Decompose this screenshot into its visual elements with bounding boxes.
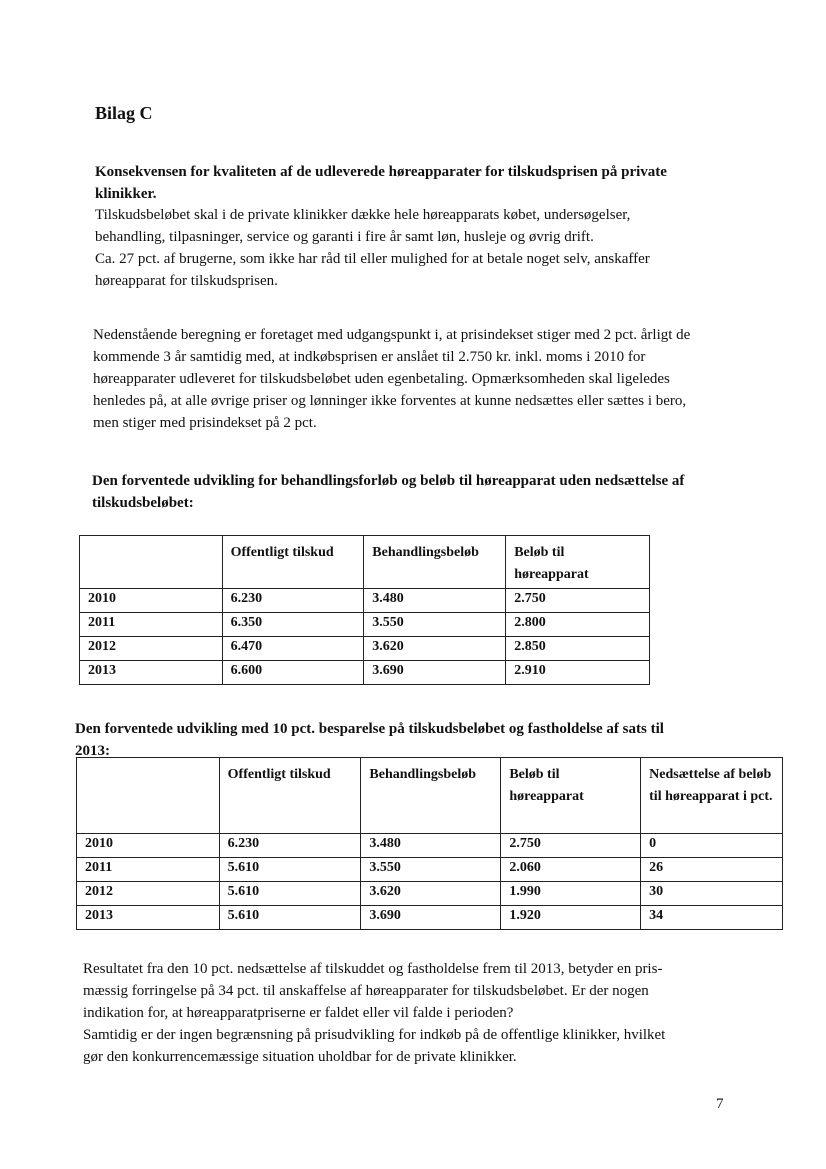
text-line: Resultatet fra den 10 pct. nedsættelse af tilskuddet og fastholdelse frem til 2013, betyder en pris- — [83, 961, 663, 977]
table2-header-row — [77, 758, 783, 834]
text-line: høreapparater udleveret for tilskudsbeløbet uden egenbetaling. Opmærksomheden skal ligeledes — [93, 371, 670, 387]
table-cell: 3.480 — [361, 834, 501, 858]
table-cell: 2012 — [77, 882, 220, 906]
table-cell: 30 — [641, 882, 783, 906]
table-header-cell: Behandlingsbeløb — [364, 536, 506, 589]
table-cell: 2010 — [80, 589, 223, 613]
section2-body — [93, 324, 690, 434]
table2-heading — [75, 718, 664, 762]
table-cell: 5.610 — [219, 882, 361, 906]
table-cell: 2.910 — [506, 661, 650, 685]
table2 — [76, 757, 783, 930]
table1-heading-line: Den forventede udvikling for behandlingsforløb og beløb til høreapparat uden nedsættelse af — [92, 473, 685, 489]
text-line: Ca. 27 pct. af brugerne, som ikke har råd til eller mulighed for at betale noget selv, anskaffer — [95, 251, 650, 267]
table-row — [80, 589, 650, 613]
table-cell: 2.800 — [506, 613, 650, 637]
table2-heading-line: Den forventede udvikling med 10 pct. besparelse på tilskudsbeløbet og fastholdelse af sats til — [75, 721, 664, 737]
table1-heading-line: tilskudsbeløbet: — [92, 495, 194, 511]
table-cell: 3.480 — [364, 589, 506, 613]
table-cell: 3.620 — [361, 882, 501, 906]
table-cell: 5.610 — [219, 858, 361, 882]
text-line: henledes på, at alle øvrige priser og lønninger ikke forventes at kunne nedsættes eller sættes i bero, — [93, 393, 687, 409]
table-cell: 0 — [641, 834, 783, 858]
text-line: men stiger med prisindekset på 2 pct. — [93, 415, 317, 431]
section1-heading-line: klinikker. — [95, 186, 157, 202]
page-title: Bilag C — [95, 103, 153, 123]
table-cell: 3.690 — [364, 661, 506, 685]
text-line: Tilskudsbeløbet skal i de private klinikker dække hele høreapparats købet, undersøgelser, — [95, 207, 631, 223]
table2-heading-line: 2013: — [75, 743, 110, 759]
section1-body — [95, 204, 650, 292]
table-cell: 2013 — [80, 661, 223, 685]
table-row — [77, 858, 783, 882]
table-cell: 2.850 — [506, 637, 650, 661]
table-cell: 2013 — [77, 906, 220, 930]
table-cell: 5.610 — [219, 906, 361, 930]
table-cell: 6.470 — [222, 637, 364, 661]
table-cell: 26 — [641, 858, 783, 882]
table1-heading — [92, 470, 684, 514]
text-line: Samtidig er der ingen begrænsning på prisudvikling for indkøb på de offentlige klinikker, hvilket — [83, 1027, 666, 1043]
table-cell: 1.990 — [501, 882, 641, 906]
table-row — [77, 906, 783, 930]
table-cell: 1.920 — [501, 906, 641, 930]
conclusion-body — [83, 958, 665, 1068]
table-cell: 2.750 — [501, 834, 641, 858]
table-cell: 6.600 — [222, 661, 364, 685]
table-header-cell: Nedsættelse af beløb til høreapparat i pct. — [641, 758, 783, 834]
table1-header-row — [80, 536, 650, 589]
table-cell: 3.550 — [364, 613, 506, 637]
table-row — [80, 613, 650, 637]
table-cell: 3.690 — [361, 906, 501, 930]
table-cell: 6.230 — [222, 589, 364, 613]
text-line: høreapparat for tilskudsprisen. — [95, 273, 278, 289]
table-header-cell: Beløb til høreapparat — [501, 758, 641, 834]
text-line: gør den konkurrencemæssige situation uholdbar for de private klinikker. — [83, 1049, 517, 1065]
table1 — [79, 535, 650, 685]
table-cell: 34 — [641, 906, 783, 930]
text-line: indikation for, at høreapparatpriserne er faldet eller vil falde i perioden? — [83, 1005, 514, 1021]
table-row — [80, 637, 650, 661]
section1-heading-line: Konsekvensen for kvaliteten af de udleverede høreapparater for tilskudsprisen på private — [95, 164, 667, 180]
page-number: 7 — [716, 1096, 724, 1112]
table-header-cell: Beløb til høreapparat — [506, 536, 650, 589]
table-cell: 2011 — [80, 613, 223, 637]
table-cell: 3.620 — [364, 637, 506, 661]
table-cell: 2011 — [77, 858, 220, 882]
table-cell: 6.230 — [219, 834, 361, 858]
table-cell: 2.060 — [501, 858, 641, 882]
table-cell: 6.350 — [222, 613, 364, 637]
table-row — [77, 882, 783, 906]
table-header-cell: Offentligt tilskud — [222, 536, 364, 589]
table-cell: 3.550 — [361, 858, 501, 882]
table-cell: 2012 — [80, 637, 223, 661]
section1-heading — [95, 161, 667, 205]
text-line: kommende 3 år samtidig med, at indkøbsprisen er anslået til 2.750 kr. inkl. moms i 2010 for — [93, 349, 646, 365]
text-line: behandling, tilpasninger, service og garanti i fire år samt løn, husleje og øvrig drift. — [95, 229, 594, 245]
table-header-cell — [80, 536, 223, 589]
table-row — [80, 661, 650, 685]
table-header-cell — [77, 758, 220, 834]
table-row — [77, 834, 783, 858]
text-line: mæssig forringelse på 34 pct. til anskaffelse af høreapparater for tilskudsbeløbet. Er der nogen — [83, 983, 649, 999]
text-line: Nedenstående beregning er foretaget med udgangspunkt i, at prisindekset stiger med 2 pct. årligt de — [93, 327, 691, 343]
table-cell: 2.750 — [506, 589, 650, 613]
table-header-cell: Behandlingsbeløb — [361, 758, 501, 834]
table-cell: 2010 — [77, 834, 220, 858]
table-header-cell: Offentligt tilskud — [219, 758, 361, 834]
